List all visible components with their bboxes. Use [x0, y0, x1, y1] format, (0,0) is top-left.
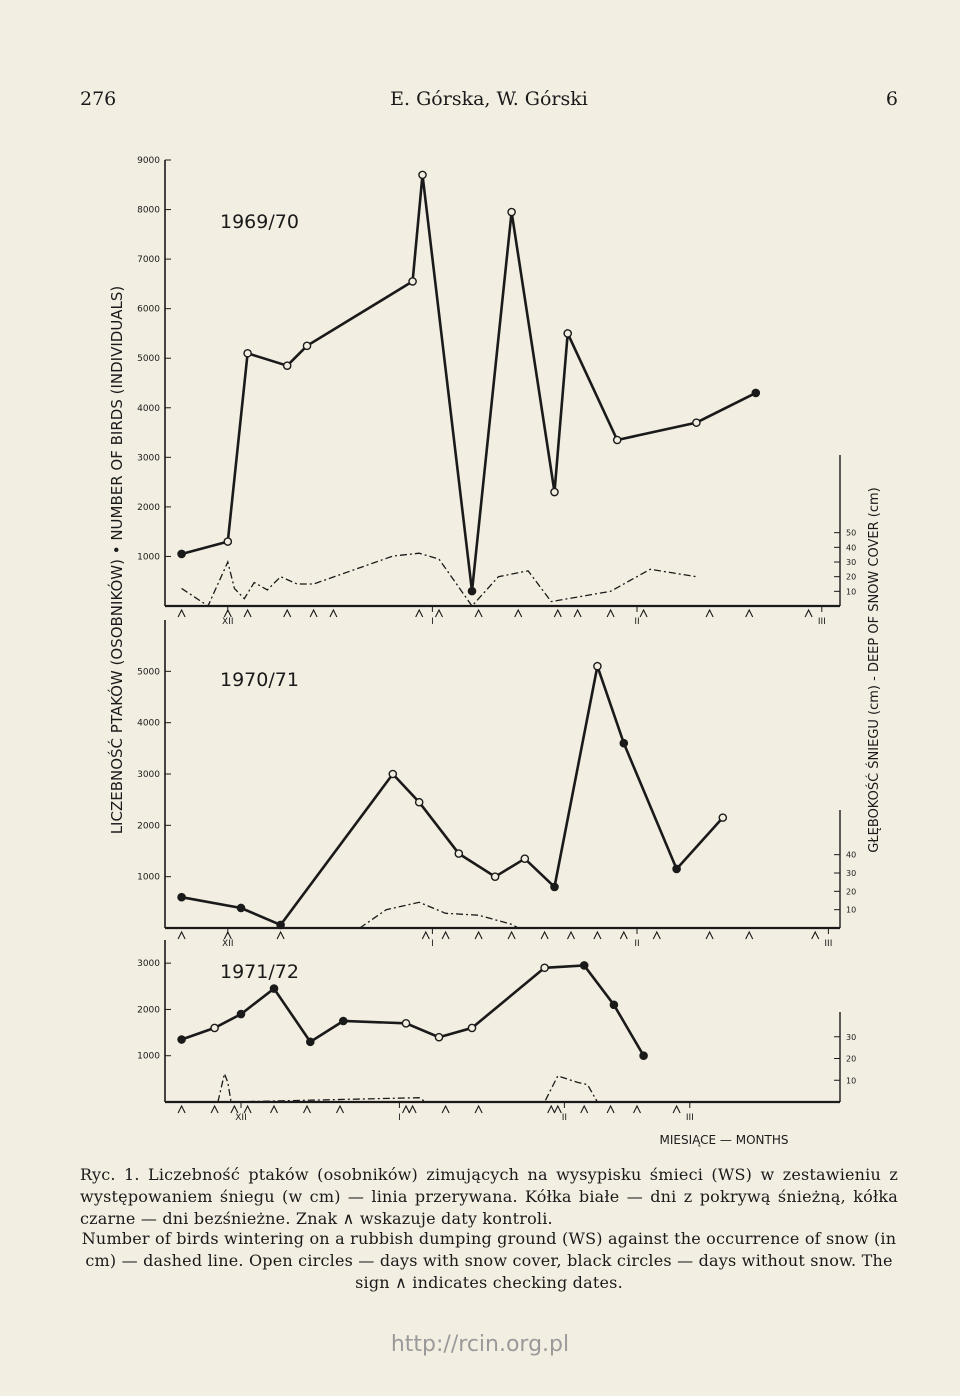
check-mark: [581, 1106, 588, 1113]
y-tick-label: 7000: [137, 255, 160, 266]
check-mark: [211, 1106, 218, 1113]
check-mark: [574, 610, 581, 617]
check-mark: [607, 1106, 614, 1113]
filled-circle-point: [752, 389, 759, 396]
check-mark: [178, 1106, 185, 1113]
check-mark: [640, 610, 647, 617]
month-label: XII: [222, 617, 234, 627]
check-mark: [244, 610, 251, 617]
check-mark: [231, 1106, 238, 1113]
snow-tick-label: 40: [846, 850, 857, 860]
open-circle-point: [409, 278, 416, 285]
open-circle-point: [402, 1020, 409, 1027]
open-circle-point: [551, 488, 558, 495]
month-label: I: [431, 617, 434, 627]
y-tick-label: 4000: [137, 403, 160, 414]
check-mark: [330, 610, 337, 617]
caption-polish: Ryc. 1. Liczebność ptaków (osobników) zimujących na wysypisku śmieci (WS) w zestawieniu z występowaniem śniegu (w cm) — linia przerywana. Kółka białe — dni z pokrywą śnieżną, kółka czarne — dni bezśnieżne. Znak ∧ wskazuje daty kontroli.: [80, 1165, 898, 1228]
y-tick-label: 6000: [137, 304, 160, 315]
filled-circle-point: [237, 1010, 244, 1017]
y-tick-label: 4000: [137, 718, 160, 729]
filled-circle-point: [270, 985, 277, 992]
check-mark: [224, 610, 231, 617]
snow-tick-label: 20: [846, 887, 857, 897]
y-tick-label: 1000: [137, 872, 160, 883]
check-mark: [244, 1106, 251, 1113]
month-label: III: [824, 939, 833, 949]
check-mark: [541, 932, 548, 939]
y-tick-label: 9000: [137, 156, 160, 166]
filled-circle-point: [340, 1017, 347, 1024]
panel-title: 1970/71: [220, 669, 299, 691]
check-mark: [337, 1106, 344, 1113]
check-mark: [284, 610, 291, 617]
check-mark: [594, 932, 601, 939]
page-number: 276: [80, 88, 117, 110]
month-label: II: [634, 617, 640, 627]
open-circle-point: [508, 208, 515, 215]
birds-line: [182, 666, 723, 925]
check-mark: [554, 610, 561, 617]
check-mark: [607, 610, 614, 617]
snow-tick-label: 20: [846, 572, 857, 582]
check-mark: [508, 932, 515, 939]
filled-circle-point: [610, 1001, 617, 1008]
snow-tick-label: 50: [846, 528, 857, 538]
birds-line: [182, 175, 756, 591]
check-mark: [805, 610, 812, 617]
snow-tick-label: 30: [846, 869, 857, 878]
y-tick-label: 3000: [137, 453, 160, 464]
left-axis-label: LICZEBNOŚĆ PTAKÓW (OSOBNIKÓW) • NUMBER OF BIRDS (INDIVIDUALS): [108, 285, 126, 835]
month-label: I: [398, 1113, 401, 1123]
check-mark: [442, 1106, 449, 1113]
y-tick-label: 2000: [137, 502, 160, 513]
y-tick-label: 1000: [137, 552, 160, 563]
open-circle-point: [435, 1034, 442, 1041]
open-circle-point: [416, 799, 423, 806]
filled-circle-point: [581, 962, 588, 969]
month-label: III: [817, 617, 826, 627]
filled-circle-point: [673, 865, 680, 872]
filled-circle-point: [178, 550, 185, 557]
page-mark: 6: [885, 88, 898, 110]
snow-tick-label: 10: [846, 1076, 857, 1086]
snow-line: [182, 553, 697, 606]
open-circle-point: [594, 663, 601, 670]
panel-title: 1969/70: [220, 211, 299, 233]
check-mark: [475, 1106, 482, 1113]
snow-tick-label: 30: [846, 558, 857, 567]
y-tick-label: 2000: [137, 1005, 160, 1016]
check-mark: [746, 610, 753, 617]
check-mark: [178, 610, 185, 617]
open-circle-point: [468, 1024, 475, 1031]
check-mark: [436, 610, 443, 617]
running-authors: E. Górska, W. Górski: [390, 88, 588, 110]
month-label: II: [634, 939, 640, 949]
y-tick-label: 3000: [137, 959, 160, 970]
y-tick-label: 3000: [137, 770, 160, 780]
x-axis-label: MIESIĄCE — MONTHS: [659, 1133, 789, 1147]
caption-english: Number of birds wintering on a rubbish dumping ground (WS) against the occurrence of snow (in cm) — dashed line. Open circles — days with snow cover, black circles — days without snow. The sign ∧ indicates checking dates.: [81, 1229, 897, 1292]
y-tick-label: 8000: [137, 205, 160, 216]
y-tick-label: 2000: [137, 821, 160, 832]
snow-line: [360, 902, 518, 928]
filled-circle-point: [551, 883, 558, 890]
check-mark: [403, 1106, 410, 1113]
check-mark: [812, 932, 819, 939]
filled-circle-point: [178, 1036, 185, 1043]
check-mark: [475, 932, 482, 939]
check-mark: [416, 610, 423, 617]
check-mark: [442, 932, 449, 939]
filled-circle-point: [468, 588, 475, 595]
check-mark: [634, 1106, 641, 1113]
snow-line: [218, 1074, 598, 1102]
check-mark: [620, 932, 627, 939]
open-circle-point: [693, 419, 700, 426]
panel-1: [137, 156, 856, 627]
check-mark: [706, 932, 713, 939]
y-tick-label: 1000: [137, 1051, 160, 1062]
snow-tick-label: 10: [846, 905, 857, 915]
check-mark: [475, 610, 482, 617]
check-mark: [271, 1106, 278, 1113]
open-circle-point: [284, 362, 291, 369]
panel-title: 1971/72: [220, 961, 299, 983]
check-mark: [548, 1106, 555, 1113]
filled-circle-point: [640, 1052, 647, 1059]
month-label: III: [685, 1113, 694, 1123]
open-circle-point: [719, 814, 726, 821]
snow-tick-label: 10: [846, 587, 857, 597]
month-label: II: [561, 1113, 568, 1123]
snow-tick-label: 30: [846, 1032, 857, 1042]
month-label: XII: [235, 1113, 247, 1123]
open-circle-point: [564, 330, 571, 337]
open-circle-point: [614, 436, 621, 443]
check-mark: [224, 932, 231, 939]
y-tick-label: 5000: [137, 667, 160, 678]
filled-circle-point: [237, 904, 244, 911]
check-mark: [673, 1106, 680, 1113]
month-label: I: [431, 939, 434, 949]
y-tick-label: 5000: [137, 354, 160, 365]
check-mark: [178, 932, 185, 939]
open-circle-point: [389, 770, 396, 777]
filled-circle-point: [277, 921, 284, 928]
open-circle-point: [541, 964, 548, 971]
month-label: XII: [222, 939, 234, 949]
panel-2: [137, 620, 856, 949]
open-circle-point: [419, 171, 426, 178]
check-mark: [409, 1106, 416, 1113]
check-mark: [310, 610, 317, 617]
filled-circle-point: [307, 1038, 314, 1045]
open-circle-point: [224, 538, 231, 545]
panel-3: [137, 940, 856, 1123]
filled-circle-point: [620, 740, 627, 747]
source-url: http://rcin.org.pl: [390, 1332, 570, 1357]
open-circle-point: [492, 873, 499, 880]
snow-tick-label: 40: [846, 543, 857, 553]
snow-tick-label: 20: [846, 1054, 857, 1064]
check-mark: [554, 1106, 561, 1113]
check-mark: [653, 932, 660, 939]
open-circle-point: [303, 342, 310, 349]
check-mark: [706, 610, 713, 617]
check-mark: [515, 610, 522, 617]
open-circle-point: [455, 850, 462, 857]
filled-circle-point: [178, 894, 185, 901]
check-mark: [568, 932, 575, 939]
right-axis-label: GŁĘBOKOŚĆ ŚNIEGU (cm) - DEEP OF SNOW COVER (cm): [867, 487, 882, 853]
open-circle-point: [521, 855, 528, 862]
check-mark: [304, 1106, 311, 1113]
check-mark: [422, 932, 429, 939]
open-circle-point: [244, 350, 251, 357]
check-mark: [746, 932, 753, 939]
check-mark: [277, 932, 284, 939]
open-circle-point: [211, 1024, 218, 1031]
